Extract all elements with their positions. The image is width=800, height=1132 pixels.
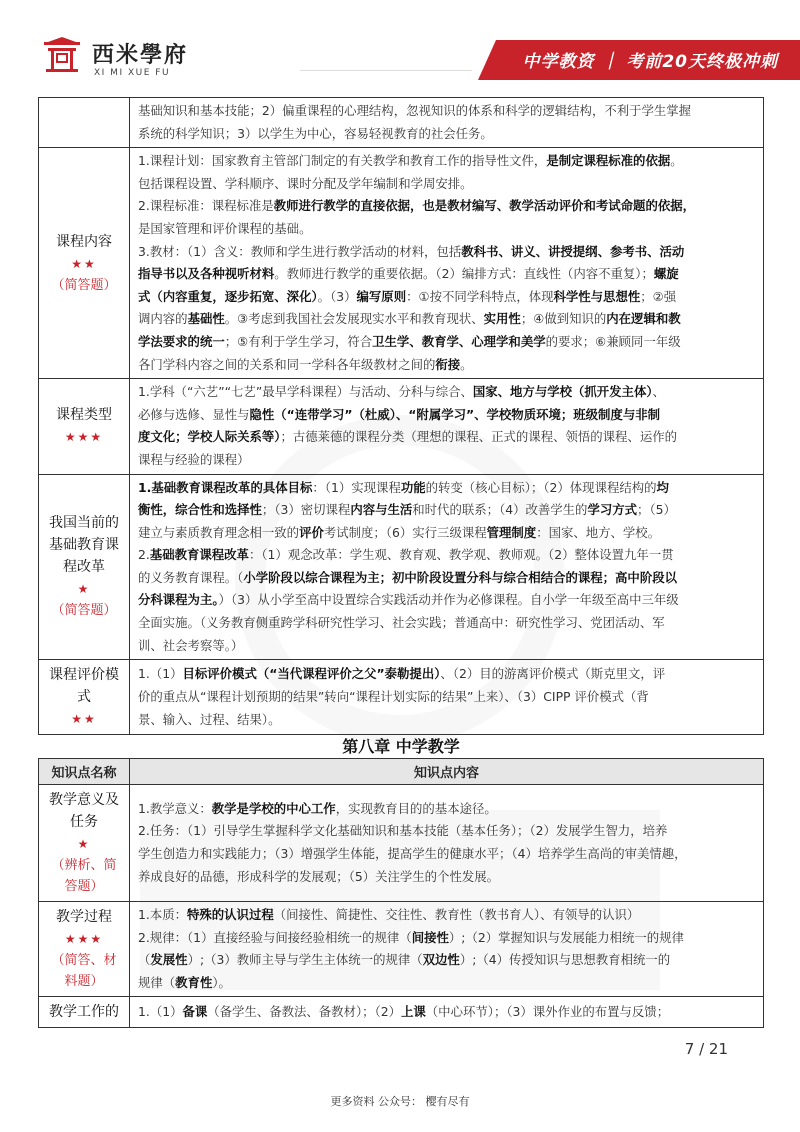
table-row xyxy=(39,660,764,735)
topic-name-line: 程改革 xyxy=(63,559,105,576)
topic-name: 教学过程 xyxy=(56,909,112,926)
table-row xyxy=(39,148,764,379)
logo-subtitle: XI MI XUE FU xyxy=(94,68,171,78)
topic-name-line: 式 xyxy=(77,689,91,706)
question-type: 答题） xyxy=(64,879,104,894)
table-row xyxy=(39,902,764,997)
topic-name: 教学工作的 xyxy=(49,1004,119,1021)
page-number: 7 / 21 xyxy=(684,1040,728,1058)
row-name-cell xyxy=(39,997,130,1028)
row-name-cell xyxy=(39,379,130,474)
question-type: （简答题） xyxy=(51,277,117,293)
importance-stars: ★★ xyxy=(71,712,97,727)
row-name-cell xyxy=(39,660,130,735)
header-divider xyxy=(300,70,472,71)
temple-logo-icon xyxy=(42,36,82,76)
topic-name: 课程内容 xyxy=(56,233,112,250)
question-type: （简答、材 xyxy=(51,953,117,969)
column-header-content: 知识点内容 xyxy=(130,759,764,785)
table-row xyxy=(39,379,764,474)
row-content-cell: 1.教学意义：教学是学校的中心工作，实现教育目的的基本途径。 2.任务：（1）引导学生掌握科学文化基础知识和基本技能（基本任务）；（2）发展学生智力，培养 学生创造力和实践能力；（3）增强学生体能，提高学生的健康水平；（4）培养学生高尚的审美情趣， 养成良好的品德，形成科学的发展观；（5）关注学生的个性发展。 xyxy=(130,785,764,902)
row-content-cell: 1.基础教育课程改革的具体目标：（1）实现课程功能的转变（核心目标）；（2）体现课程结构的均 衡性，综合性和选择性；（3）密切课程内容与生活和时代的联系；（4）改善学生的学习方式；（5） 建立与素质教育理念相一致的评价考试制度；（6）实行三级课程管理制度：国家、地方、学校。 2.基础教育课程改革：（1）观念改革：学生观、教育观、教学观、教师观。（2）整体设置九年一贯 的义务教育课程。（小学阶段以综合课程为主；初中阶段设置分科与综合相结合的课程；高中阶段以 分科课程为主。）（3）从小学至高中设置综合实践活动并作为必修课程。自小学一年级至高中三年级 全面实施。（义务教育侧重跨学科研究性学习、社会实践；普通高中：研究性学习、党团活动、军 训、社会考察等。） xyxy=(130,474,764,660)
importance-stars: ★★★ xyxy=(64,932,104,947)
banner-title: 中学教资 ｜ 考前20天终极冲刺 xyxy=(522,52,778,72)
table-row xyxy=(39,98,764,148)
topic-name: 课程类型 xyxy=(56,407,112,424)
table-row xyxy=(39,474,764,660)
row-name-cell xyxy=(39,474,130,660)
question-type: 料题） xyxy=(64,974,104,990)
course-table xyxy=(38,97,764,735)
importance-stars: ★★★ xyxy=(64,430,104,445)
teaching-table xyxy=(38,758,764,1028)
topic-name-line: 课程评价模 xyxy=(49,667,119,684)
logo-title: 西米學府 xyxy=(92,42,189,68)
row-name-cell xyxy=(39,902,130,997)
table-row xyxy=(39,785,764,902)
row-content-cell: 1.本质：特殊的认识过程（间接性、简捷性、交往性、教育性（教书育人）、有领导的认识） 2.规律：（1）直接经验与间接经验相统一的规律（间接性）;（2）掌握知识与发展能力相统一的规律 （发展性）;（3）教师主导与学生主体统一的规律（双边性）;（4）传授知识与思想教育相统一的 规律（教育性）。 xyxy=(130,902,764,997)
importance-stars: ★ xyxy=(77,582,91,597)
row-content-cell: 1.（1）目标评价模式（“当代课程评价之父”泰勒提出）、（2）目的游离评价模式（斯克里文，评 价的重点从“课程计划预期的结果”转向“课程计划实际的结果”上来）、（3）CIPP 评价模式（背 景、输入、过程、结果）。 xyxy=(130,660,764,735)
row-content-cell: 基础知识和基本技能；2）偏重课程的心理结构，忽视知识的体系和科学的逻辑结构，不利于学生掌握 系统的科学知识；3）以学生为中心，容易轻视教育的社会任务。 xyxy=(130,98,764,148)
topic-name-line: 教学意义及 xyxy=(49,792,119,808)
row-name-cell xyxy=(39,148,130,379)
column-header-name: 知识点名称 xyxy=(39,759,130,785)
page-footer: 更多资料 公众号： 樱有尽有 xyxy=(330,1095,470,1108)
topic-name-line: 基础教育课 xyxy=(49,537,119,554)
row-content-cell: 1.学科（“六艺”“七艺”最早学科课程）与活动、分科与综合、国家、地方与学校（抓开发主体）、 必修与选修、显性与隐性（“连带学习”（杜威）、“附属学习”、学校物质环境；班级制度与非制 度文化；学校人际关系等）；古德莱德的课程分类（理想的课程、正式的课程、领悟的课程、运作的 课程与经验的课程） xyxy=(130,379,764,474)
chapter-title: 第八章 中学教学 xyxy=(342,737,460,756)
topic-name-line: 任务 xyxy=(70,814,98,830)
row-content-cell: 1.（1）备课（备学生、备教法、备教材）；（2）上课（中心环节）；（3）课外作业的布置与反馈； xyxy=(130,997,764,1028)
page-header xyxy=(0,0,800,90)
table-header-row xyxy=(39,759,764,785)
topic-name-line: 我国当前的 xyxy=(49,515,119,532)
importance-stars: ★★ xyxy=(71,256,97,271)
question-type: （简答题） xyxy=(51,603,117,619)
table-row xyxy=(39,997,764,1028)
question-type: （辨析、简 xyxy=(51,858,117,873)
row-content-cell: 1.课程计划：国家教育主管部门制定的有关教学和教育工作的指导性文件，是制定课程标准的依据。 包括课程设置、学科顺序、课时分配及学年编制和学周安排。 2.课程标准：课程标准是教师进行教学的直接依据，也是教材编写、教学活动评价和考试命题的依据， 是国家管理和评价课程的基础。 3.教材：（1）含义：教师和学生进行教学活动的材料，包括教科书、讲义、讲授提纲、参考书、活动 指导书以及各种视听材料。教师进行教学的重要依据。（2）编排方式：直线性（内容不重复）；螺旋 式（内容重复，逐步拓宽、深化）。（3）编写原则：①按不同学科特点，体现科学性与思想性；②强 调内容的基础性。③考虑到我国社会发展现实水平和教育现状、实用性；④做到知识的内在逻辑和教 学法要求的统一；⑤有利于学生学习，符合卫生学、教育学、心理学和美学的要求；⑥兼顾同一年级 各门学科内容之间的关系和同一学科各年级教材之间的衔接。 xyxy=(130,148,764,379)
row-name-cell xyxy=(39,98,130,148)
importance-stars: ★ xyxy=(77,837,91,851)
row-name-cell xyxy=(39,785,130,902)
